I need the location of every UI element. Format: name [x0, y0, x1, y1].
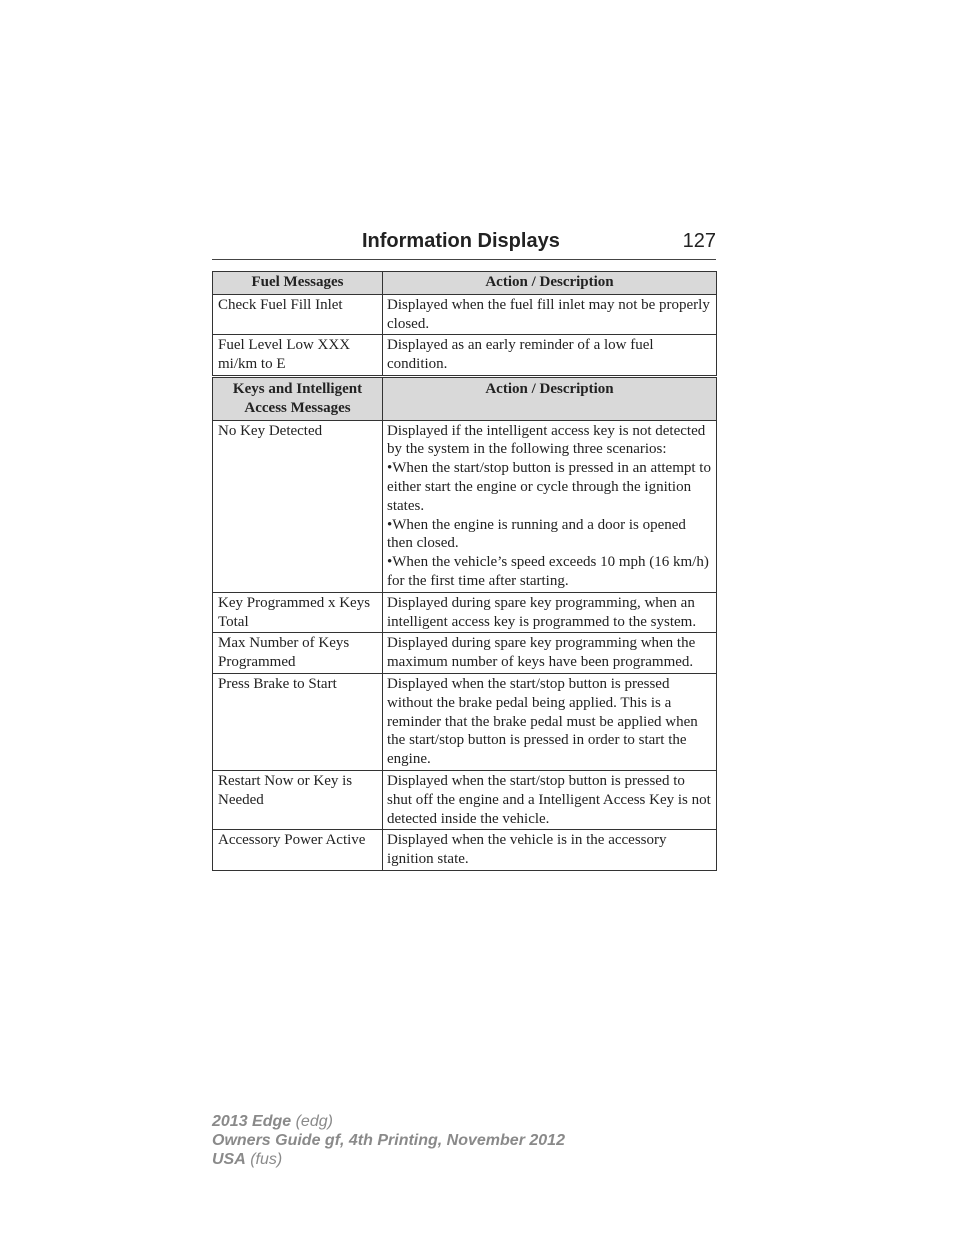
bullet-item: •When the start/stop button is pressed in an attempt to either start the engine or cycle through the ignition states. [387, 460, 711, 514]
table-row [213, 420, 717, 592]
fuel-messages-table [212, 271, 717, 376]
keys-messages-table [212, 377, 717, 871]
section-title: Information Displays [362, 230, 560, 252]
footer-line [212, 1131, 565, 1150]
bullet-item: •When the vehicle’s speed exceeds 10 mph (16 km/h) for the first time after starting. [387, 554, 709, 589]
description-cell: Displayed during spare key programming, when an intelligent access key is programmed to the system. [383, 592, 717, 633]
footer-model: 2013 Edge [212, 1113, 292, 1130]
description-cell: Displayed during spare key programming when the maximum number of keys have been programmed. [383, 633, 717, 674]
page-header [212, 229, 716, 260]
page-number: 127 [682, 230, 716, 252]
message-cell: Press Brake to Start [213, 673, 383, 770]
table-row [213, 830, 717, 871]
table-row [213, 335, 717, 376]
column-header: Fuel Messages [213, 272, 383, 295]
footer-printing: Owners Guide gf, 4th Printing, November 2012 [212, 1132, 565, 1149]
description-cell: Displayed when the fuel fill inlet may not be properly closed. [383, 294, 717, 335]
description-cell: Displayed as an early reminder of a low fuel condition. [383, 335, 717, 376]
column-header: Keys and Intelligent Access Messages [213, 378, 383, 421]
table-row [213, 592, 717, 633]
message-cell: No Key Detected [213, 420, 383, 592]
footer-model-code: (edg) [291, 1113, 333, 1130]
message-cell: Max Number of Keys Programmed [213, 633, 383, 674]
table-header-row [213, 272, 717, 295]
description-cell [383, 420, 717, 592]
description-cell: Displayed when the vehicle is in the accessory ignition state. [383, 830, 717, 871]
message-cell: Check Fuel Fill Inlet [213, 294, 383, 335]
footer-line [212, 1150, 565, 1169]
footer-market: USA [212, 1151, 246, 1168]
message-cell: Accessory Power Active [213, 830, 383, 871]
table-row [213, 770, 717, 829]
message-cell: Restart Now or Key is Needed [213, 770, 383, 829]
table-row [213, 633, 717, 674]
column-header: Action / Description [383, 378, 717, 421]
table-row [213, 294, 717, 335]
description-cell: Displayed when the start/stop button is pressed to shut off the engine and a Intelligent Access Key is not detected inside the vehicle. [383, 770, 717, 829]
column-header: Action / Description [383, 272, 717, 295]
table-row [213, 673, 717, 770]
message-cell: Fuel Level Low XXX mi/km to E [213, 335, 383, 376]
table-header-row [213, 378, 717, 421]
message-cell: Key Programmed x Keys Total [213, 592, 383, 633]
page-footer [212, 1112, 565, 1169]
bullet-item: •When the engine is running and a door is opened then closed. [387, 516, 686, 552]
description-paragraph: Displayed if the intelligent access key is not detected by the system in the following three scenarios: [387, 422, 706, 458]
footer-line [212, 1112, 565, 1131]
description-cell: Displayed when the start/stop button is pressed without the brake pedal being applied. This is a reminder that the brake pedal must be applied when the start/stop button is pressed in order to start the engine. [383, 673, 717, 770]
footer-market-code: (fus) [245, 1151, 283, 1168]
